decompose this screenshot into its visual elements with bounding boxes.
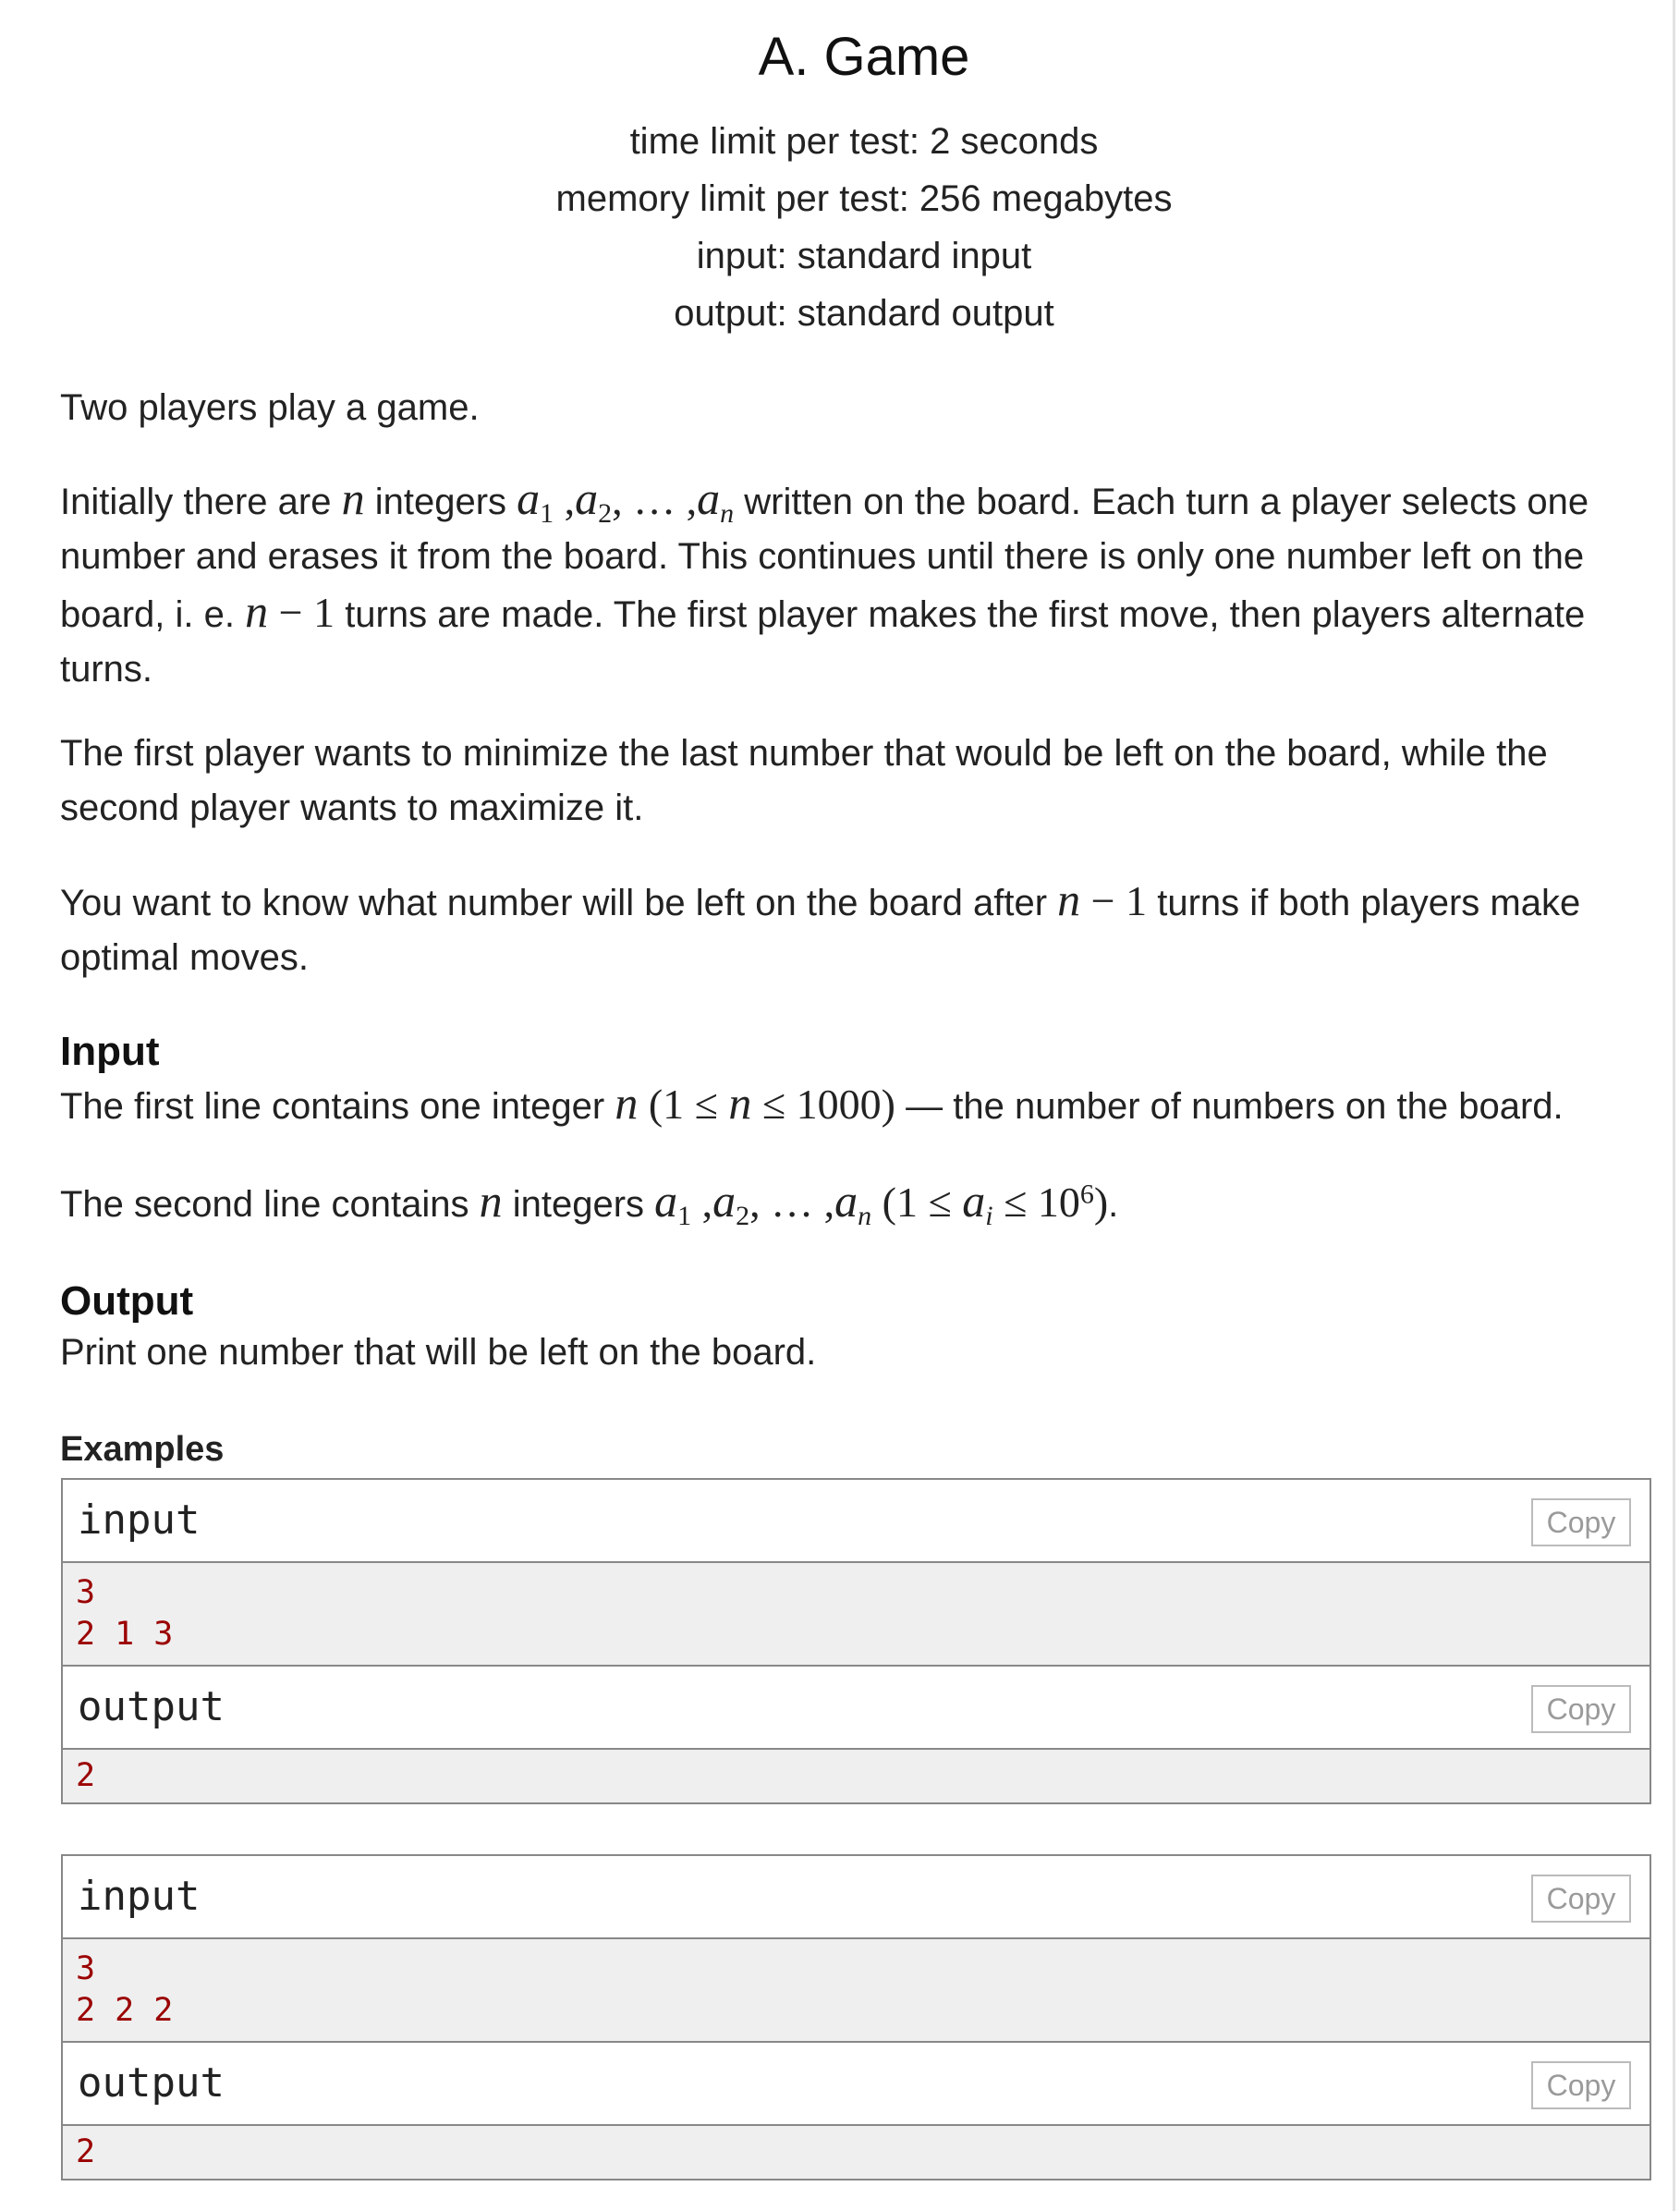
example-input-header — [63, 1856, 1650, 1939]
statement-paragraph-4: You want to know what number will be left on the board after n − 1 turns if both players make optimal moves. — [60, 873, 1581, 978]
copy-output-button[interactable]: Copy — [1531, 1685, 1631, 1733]
problem-limits — [0, 113, 1680, 342]
example-output-header — [63, 1667, 1650, 1750]
statement-paragraph-3: The first player wants to minimize the last number that would be left on the board, while the second player wants to maximize it. — [60, 733, 1548, 828]
copy-input-button[interactable]: Copy — [1531, 1498, 1631, 1546]
example-output-header — [63, 2043, 1650, 2126]
example-output-label: output — [78, 1683, 225, 1730]
copy-output-button[interactable]: Copy — [1531, 2061, 1631, 2109]
example-1 — [61, 1478, 1651, 1804]
input-line-2: The second line contains n integers $a_1$ $,a_2$, … $,a_n$ $(1 \le a_i \le 10^6)$. — [60, 1175, 1119, 1231]
output-heading: Output — [60, 1278, 194, 1324]
statement-paragraph-2: Initially there are n integers $a_1$ $,a_2$, … $,a_n$ written on the board. Each turn a player selects one number and erases it from the board. This continues until there is only one number left on the board, i. e. n − 1 turns are made. The first player makes the first move, then players alternate turns. — [60, 472, 1589, 690]
time-limit: time limit per test: 2 seconds — [629, 121, 1099, 162]
input-source: input: standard input — [696, 236, 1032, 276]
copy-input-button[interactable]: Copy — [1531, 1875, 1631, 1923]
example-input-data: 3 2 2 2 — [63, 1939, 1650, 2043]
example-input-data: 3 2 1 3 — [63, 1563, 1650, 1667]
example-input-label: input — [78, 1873, 201, 1920]
output-description: Print one number that will be left on the board. — [60, 1332, 817, 1373]
memory-limit: memory limit per test: 256 megabytes — [555, 178, 1173, 219]
example-input-label: input — [78, 1496, 201, 1544]
input-heading: Input — [60, 1029, 160, 1074]
problem-title: A. Game — [758, 27, 970, 87]
example-output-label: output — [78, 2059, 225, 2107]
example-input-header — [63, 1480, 1650, 1563]
statement-paragraph-1: Two players play a game. — [60, 387, 480, 428]
example-2 — [61, 1854, 1651, 2180]
examples-heading: Examples — [60, 1430, 225, 1469]
input-line-1: The first line contains one integer n (1 ≤ n ≤ 1000) — the number of numbers on the board. — [60, 1077, 1564, 1129]
output-destination: output: standard output — [674, 293, 1054, 334]
example-output-data: 2 — [63, 1750, 1650, 1802]
example-output-data: 2 — [63, 2126, 1650, 2179]
